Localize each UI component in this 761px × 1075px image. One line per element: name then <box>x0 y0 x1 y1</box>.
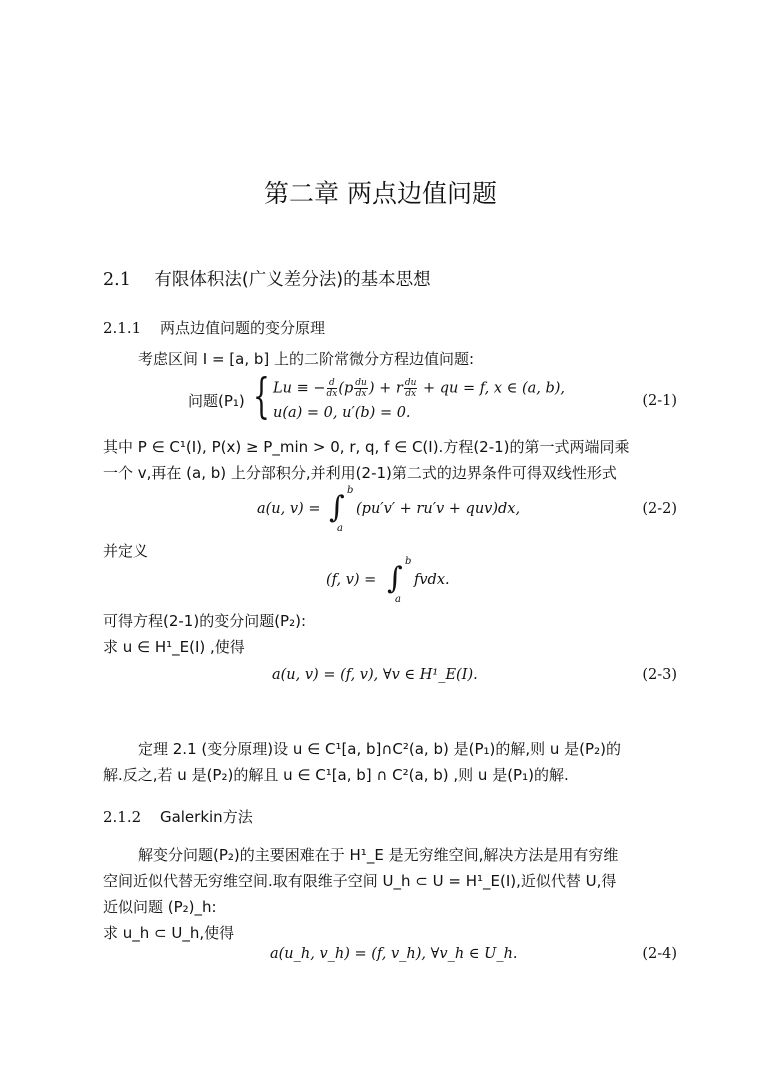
integral-upper-1: b <box>347 485 354 496</box>
paragraph-6-line-1: 解变分问题(P₂)的主要困难在于 H¹_E 是无穷维空间,解决方法是用有穷维 <box>138 846 619 864</box>
paragraph-variational: 可得方程(2-1)的变分问题(P₂): <box>103 612 307 630</box>
paragraph-6-line-3: 近似问题 (P₂)_h: <box>103 898 217 916</box>
inner-product-rhs: fvdx. <box>414 572 450 588</box>
subsection-heading-2 <box>103 806 253 827</box>
integral-lower-2: a <box>395 594 401 605</box>
paragraph-2-line-2: 一个 v,再在 (a, b) 上分部积分,并利用(2-1)第二式的边界条件可得双线性形式 <box>103 464 617 482</box>
equation-number-3: (2-3) <box>642 667 677 683</box>
chapter-title: 第二章 两点边值问题 <box>264 179 497 208</box>
equation-2-rhs: (pu′v′ + ru′v + quv)dx, <box>356 501 521 517</box>
paragraph-find-u: 求 u ∈ H¹_E(I) ,使得 <box>103 638 245 656</box>
subsection-title-2: Galerkin方法 <box>159 808 253 826</box>
left-brace: { <box>253 368 270 424</box>
equation-2-lhs: a(u, v) = <box>257 501 321 517</box>
integral-sign-2: ∫ <box>387 561 403 596</box>
theorem-line-2: 解.反之,若 u 是(P₂)的解且 u ∈ C¹[a, b] ∩ C²(a, b) ,则 u 是(P₁)的解. <box>103 766 569 784</box>
integral-upper-2: b <box>405 556 412 567</box>
paragraph-6-line-2: 空间近似代替无穷维空间.取有限维子空间 U_h ⊂ U = H¹_E(I),近似代替 U,得 <box>103 872 617 890</box>
section-number: 2.1 <box>103 270 131 290</box>
paragraph-find-uh: 求 u_h ⊂ U_h,使得 <box>103 924 235 942</box>
equation-1-line-1: Lu ≡ − $\frac{d}{dx}$ (p $\frac{du}{dx}$ ) + r $\frac{du}{dx}$ + qu = f, x ∈ (a, b), <box>273 378 566 399</box>
equation-number-2: (2-2) <box>642 501 677 517</box>
inner-product-lhs: (f, v) = <box>326 572 377 588</box>
integral-sign-1: ∫ <box>329 490 345 525</box>
subsection-heading-1 <box>103 317 325 338</box>
integral-lower-1: a <box>337 523 343 534</box>
equation-number-4: (2-4) <box>642 946 677 962</box>
paragraph-define: 并定义 <box>103 542 149 560</box>
equation-4: a(u_h, v_h) = (f, v_h), ∀v_h ∈ U_h. <box>270 946 518 962</box>
theorem-line-1: 定理 2.1 (变分原理)设 u ∈ C¹[a, b]∩C²(a, b) 是(P₁)的解,则 u 是(P₂)的 <box>138 740 621 758</box>
subsection-number-2: 2.1.2 <box>103 808 142 826</box>
problem-label: 问题(P₁) <box>188 392 245 410</box>
paragraph-2-line-1: 其中 P ∈ C¹(I), P(x) ≥ P_min > 0, r, q, f ∈ C(I).方程(2-1)的第一式两端同乘 <box>103 438 630 456</box>
equation-3: a(u, v) = (f, v), ∀v ∈ H¹_E(I). <box>272 667 478 683</box>
paragraph-intro: 考虑区间 I = [a, b] 上的二阶常微分方程边值问题: <box>138 350 475 368</box>
equation-1-line-2: u(a) = 0, u′(b) = 0. <box>273 405 411 421</box>
equation-number-1: (2-1) <box>642 393 677 409</box>
section-title: 有限体积法(广义差分法)的基本思想 <box>154 270 431 290</box>
subsection-number-1: 2.1.1 <box>103 319 142 337</box>
section-heading <box>103 266 431 291</box>
subsection-title-1: 两点边值问题的变分原理 <box>159 319 325 337</box>
